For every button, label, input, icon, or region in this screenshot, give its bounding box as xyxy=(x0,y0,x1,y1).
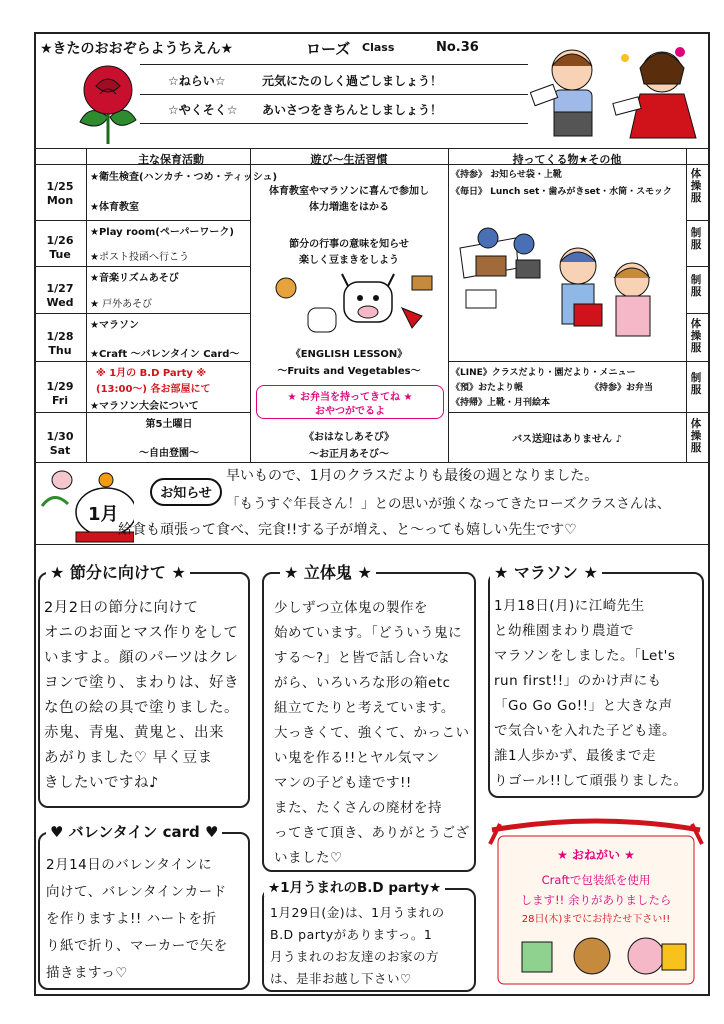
items-take-home: 《持帰》上靴・月刊絵本 xyxy=(451,398,551,408)
promise-text: あいさつをきちんとしましょう！ xyxy=(262,103,443,117)
day-4-clothing: 体操服 xyxy=(690,318,702,354)
items-deposit: 《預》おたより帳 xyxy=(451,383,524,393)
day-2-clothing: 制服 xyxy=(690,227,702,251)
class-word: Class xyxy=(362,41,395,54)
col-header-items: 持ってくる物★その他 xyxy=(512,153,622,166)
day-row-2-date: 1/26 Tue xyxy=(46,234,74,261)
valentine-text: 2月14日のバレンタインに 向けて、バレンタインカード を作りますよ!! ハートを折 り紙で折り、マーカーで矢を 描きますっ♡ xyxy=(46,857,228,981)
mail-carrier-children-illustration xyxy=(456,208,682,358)
english-lesson-topic: ～Fruits and Vegetables～ xyxy=(277,366,421,377)
setsubun-text: 2月2日の節分に向けて オニのお面とマス作りをして いますよ。顔のパーツはクレ ヨンで塗り、まわりは、好き な色の絵の具で塗りました。 赤鬼、青鬼、黄鬼と、出来 あがりました♡ 早く豆ま きしたいですね♪ xyxy=(44,600,239,791)
day-3-activity-1: ★音楽リズムあそび xyxy=(90,273,179,284)
day-2-activity-2: ★ポスト投函へ行こう xyxy=(90,252,189,263)
lunch-note-box xyxy=(256,385,444,419)
day-row-3-date: 1/27 Wed xyxy=(46,282,74,309)
play-goal-3: 節分の行事の意味を知らせ xyxy=(289,239,409,250)
play-goal-4: 楽しく豆まきをしよう xyxy=(299,255,399,266)
new-year-couple-illustration xyxy=(530,38,702,142)
col-header-play: 遊び～生活習慣 xyxy=(310,153,388,166)
day-3-clothing: 制服 xyxy=(690,274,702,298)
day-5-bd-party: ※ 1月の B.D Party ※ xyxy=(96,368,207,379)
day-5-clothing: 制服 xyxy=(690,372,702,396)
day-2-activity-1: ★Play room(ペーパーワーク) xyxy=(90,227,234,238)
day-5-bd-party-time: (13:00～) 各お部屋にて xyxy=(96,384,211,395)
promise-label: ☆やくそく☆ xyxy=(168,103,238,117)
day-6-activity-2: ～自由登園～ xyxy=(139,448,199,459)
day-1-activity-2: ★体育教室 xyxy=(90,202,139,213)
play-goal-2: 体力増進をはかる xyxy=(309,202,389,213)
aim-text: 元気にたのしく過ごしましょう！ xyxy=(262,74,443,88)
bd-party-title: ★1月うまれのB.D party★ xyxy=(264,876,445,896)
bd-party-text: 1月29日(金)は、1月うまれの B.D partyがありますっ。1 月うまれのお友達のお家の方 は、是非お越し下さい♡ xyxy=(270,905,445,986)
setsubun-title: ★ 節分に向けて ★ xyxy=(46,560,190,583)
notice-line-3: 給食も頑張って食べ、完食!!する子が増え、と～っても嬉しい先生です♡ xyxy=(118,522,577,538)
rittai-oni-text: 少しずつ立体鬼の製作を 始めています。「どういう鬼に する～?」と皆で話し合いな がら、いろいろな形の箱etc 組立てたりと考えています。 大っきくて、強くて、かっこい い鬼を作る!!とヤル気マン マンの子ども達です!! また、たくさんの廃材を持 ってきて頂き、ありがとうござ いました♡ xyxy=(274,600,470,866)
valentine-title: ♥ バレンタイン card ♥ xyxy=(46,821,222,842)
day-5-activity-2: ★マラソン大会について xyxy=(90,401,199,412)
day-4-activity-2: ★Craft ～バレンタイン Card～ xyxy=(90,349,240,360)
issue-number: No.36 xyxy=(436,40,479,55)
story-play-topic: ～お正月あそび～ xyxy=(309,449,389,460)
day-row-1-date: 1/25 Mon xyxy=(46,180,74,207)
class-name: ローズ xyxy=(306,40,351,58)
items-lunchbox: 《持参》お弁当 xyxy=(590,383,654,393)
day-6-clothing: 体操服 xyxy=(690,418,702,454)
marathon-title: ★ マラソン ★ xyxy=(490,560,602,583)
play-goal-1: 体育教室やマラソンに喜んで参加し xyxy=(269,186,429,197)
day-1-clothing: 体操服 xyxy=(690,168,702,204)
items-bring: 《持参》 お知らせ袋・上靴 xyxy=(451,170,562,180)
rose-illustration xyxy=(70,62,146,146)
notice-line-2: 「もうすぐ年長さん！」との思いが強くなってきたローズクラスさんは、 xyxy=(226,496,671,512)
day-row-5-date: 1/29 Fri xyxy=(46,380,74,407)
day-3-activity-2: ★ 戸外あそび xyxy=(90,299,153,310)
items-line: 《LINE》クラスだより・園だより・メニュー xyxy=(451,368,636,378)
lunch-note-line-2: おやつがでるよ xyxy=(315,406,385,417)
month-badge: 1月 xyxy=(88,504,119,525)
setsubun-oni-cow-illustration xyxy=(262,268,442,340)
day-4-activity-1: ★マラソン xyxy=(90,320,139,331)
request-text: Craftで包装紙を使用 します!! 余りがありましたら 28日(木)までにお持たせ下さい!! xyxy=(520,873,672,925)
day-row-6-date: 1/30 Sat xyxy=(46,430,74,457)
day-6-activity-1: 第5土曜日 xyxy=(145,419,193,430)
school-name: ★きたのおおぞらようちえん★ xyxy=(40,41,234,57)
rittai-oni-title: ★ 立体鬼 ★ xyxy=(280,560,376,583)
notice-line-1: 早いもので、1月のクラスだよりも最後の週となりました。 xyxy=(226,468,599,484)
notice-label: お知らせ xyxy=(150,478,222,506)
lunch-note-line-1: ★ お弁当を持ってきてね ★ xyxy=(287,392,413,403)
request-title: ★ おねがい ★ xyxy=(557,848,635,862)
day-1-activity-1: ★衛生検査(ハンカチ・つめ・ティッシュ) xyxy=(90,172,278,183)
items-daily: 《毎日》 Lunch set・歯みがきset・水筒・スモック xyxy=(451,187,672,197)
col-header-activity: 主な保育活動 xyxy=(138,153,204,166)
english-lesson: 《ENGLISH LESSON》 xyxy=(290,349,408,360)
aim-label: ☆ねらい☆ xyxy=(168,74,226,88)
marathon-text: 1月18日(月)に江崎先生 と幼稚園まわり農道で マラソンをしました。「Let's run first!!」のかけ声にも 「Go Go Go!!」と大きな声 で気合いを入れた子ども達。 誰1人歩かず、最後まで走 りゴール!!して頑張りました。 xyxy=(494,598,688,789)
items-bus-note: バス送迎はありません ♪ xyxy=(512,434,622,445)
day-row-4-date: 1/28 Thu xyxy=(46,330,74,357)
story-play: 《おはなしあそび》 xyxy=(303,432,395,443)
